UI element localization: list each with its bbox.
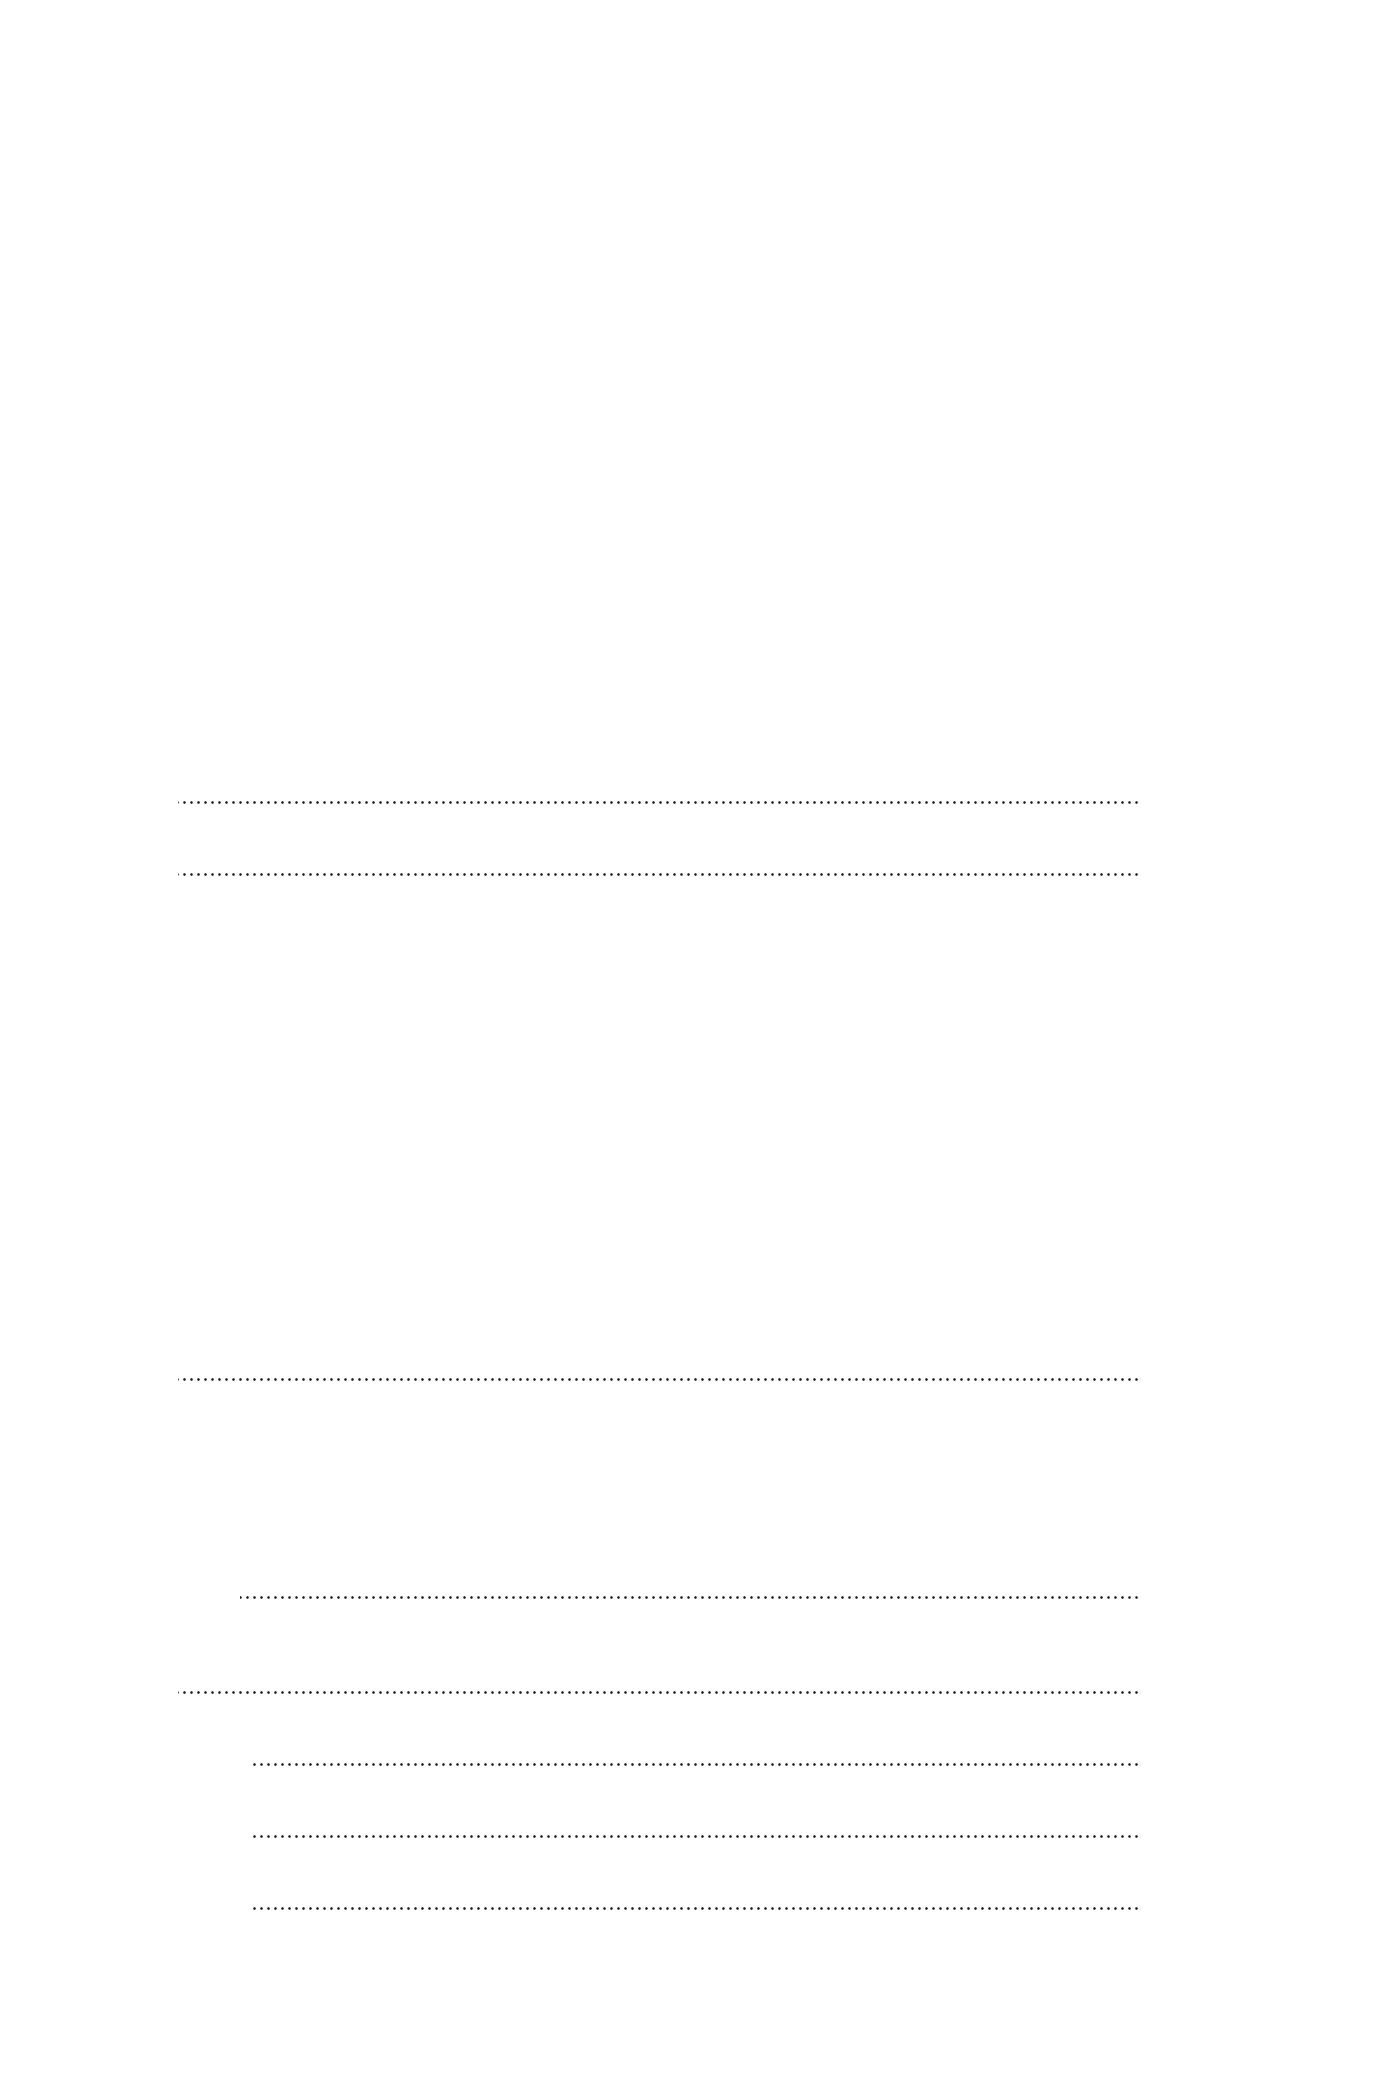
toc-entry[interactable]	[175, 1799, 1225, 1849]
chapter-1-heading	[175, 1488, 1225, 1538]
section-title-line1	[175, 1270, 1225, 1320]
toc-entry[interactable]	[175, 1655, 1225, 1705]
toc-entry-chapter-1-sub[interactable]	[175, 1560, 1225, 1610]
toc-entry-label	[175, 1567, 240, 1603]
part-subtitle	[175, 1125, 1225, 1175]
toc-entry-label	[250, 1734, 253, 1770]
toc-entry-section[interactable]	[175, 1342, 1225, 1392]
toc-entry-label	[175, 772, 178, 808]
dot-leader	[175, 1596, 1140, 1599]
dot-leader	[250, 1835, 1140, 1838]
toc-entry-preface[interactable]	[175, 765, 1225, 815]
dot-leader	[175, 1378, 1140, 1381]
toc-entry-label	[175, 844, 178, 880]
toc-entry[interactable]	[175, 1871, 1225, 1921]
toc-entry-label	[250, 1878, 253, 1914]
dot-leader	[175, 873, 1140, 876]
part-label	[175, 1053, 1225, 1103]
dot-leader	[250, 1907, 1140, 1910]
section-title-line2	[175, 1355, 178, 1391]
toc-entry-label	[175, 1662, 178, 1698]
dot-leader	[175, 801, 1140, 804]
dot-leader	[175, 1691, 1140, 1694]
toc-entry[interactable]	[175, 1727, 1225, 1777]
toc-entry-label	[250, 1806, 253, 1842]
dot-leader	[250, 1763, 1140, 1766]
toc-entry-introduction[interactable]	[175, 837, 1225, 887]
